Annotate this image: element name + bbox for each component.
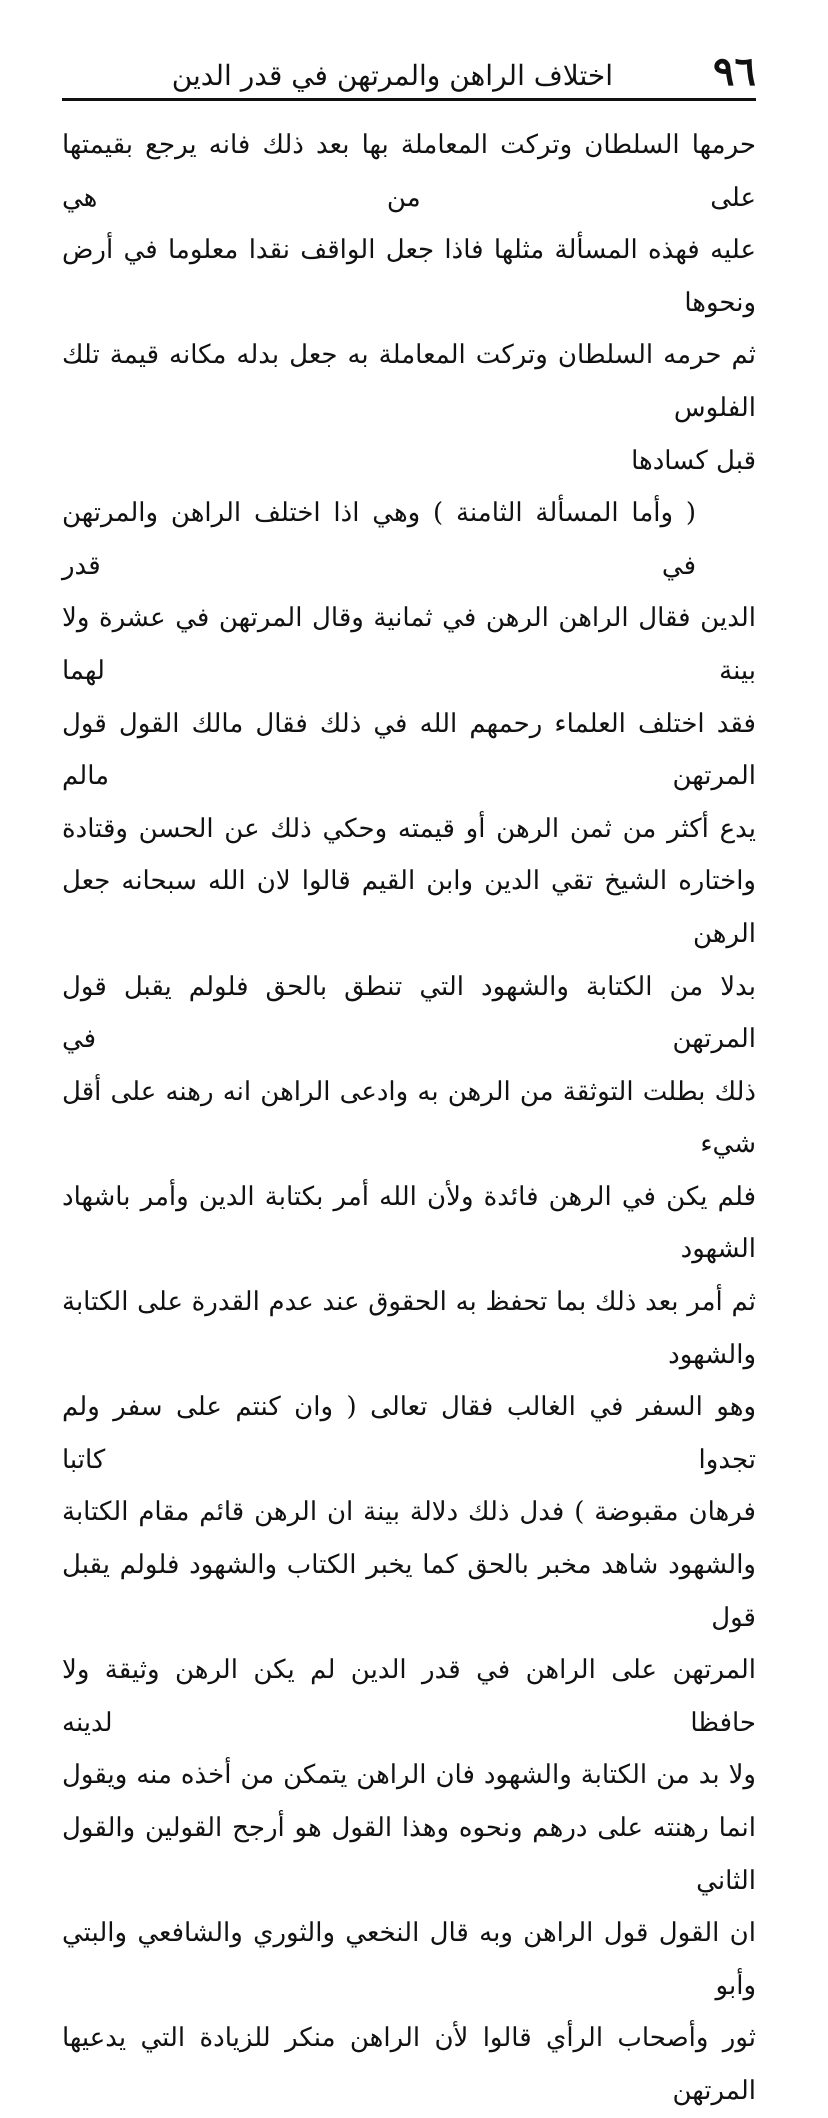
text-line: يدع أكثر من ثمن الرهن أو قيمته وحكي ذلك عن الحسن وقتادة	[62, 813, 756, 844]
text-line: ثور وأصحاب الرأي قالوا لأن الراهن منكر للزيادة التي يدعيها المرتهن	[62, 2023, 756, 2106]
text-line: والشهود شاهد مخبر بالحق كما يخبر الكتاب والشهود فلولم يقبل قول	[62, 1550, 756, 1633]
text-line: فلم يكن في الرهن فائدة ولأن الله أمر بكتابة الدين وأمر باشهاد الشهود	[62, 1181, 756, 1265]
text-line: الدين فقال الراهن الرهن في ثمانية وقال المرتهن في عشرة ولا بينة لهما	[62, 603, 756, 686]
text-line: انما رهنته على درهم ونحوه وهذا القول هو أرجح القولين والقول الثاني	[62, 1813, 756, 1896]
text-line: حرمها السلطان وتركت المعاملة بها بعد ذلك فانه يرجع بقيمتها على من هي	[62, 130, 756, 213]
header-rule	[62, 98, 756, 101]
text-line: وهو السفر في الغالب فقال تعالى ( وان كنتم على سفر ولم تجدوا كاتبا	[62, 1392, 756, 1475]
text-line: ولا بد من الكتابة والشهود فان الراهن يتمكن من أخذه منه ويقول	[62, 1760, 756, 1791]
text-line: واختاره الشيخ تقي الدين وابن القيم قالوا لان الله سبحانه جعل الرهن	[62, 866, 756, 949]
text-line: قبل كسادها	[631, 445, 756, 476]
text-line: ثم أمر بعد ذلك بما تحفظ به الحقوق عند عدم القدرة على الكتابة والشهود	[62, 1287, 756, 1370]
text-line: ( وأما المسألة الثامنة ) وهي اذا اختلف الراهن والمرتهن في قدر	[62, 498, 696, 581]
running-title: اختلاف الراهن والمرتهن في قدر الدين	[171, 59, 614, 92]
text-line: فقد اختلف العلماء رحمهم الله في ذلك فقال مالك القول قول المرتهن مالم	[62, 708, 756, 792]
text-line: فرهان مقبوضة ) فدل ذلك دلالة بينة ان الرهن قائم مقام الكتابة	[62, 1497, 756, 1528]
text-line: ذلك بطلت التوثقة من الرهن به وادعى الراهن انه رهنه على أقل شيء	[62, 1076, 756, 1160]
text-line: بدلا من الكتابة والشهود التي تنطق بالحق فلولم يقبل قول المرتهن في	[62, 971, 756, 1055]
page-number: ٩٦	[713, 48, 756, 95]
text-line: عليه فهذه المسألة مثلها فاذا جعل الواقف نقدا معلوما في أرض ونحوها	[62, 235, 756, 318]
body-text	[62, 119, 756, 2118]
text-line: ثم حرمه السلطان وتركت المعاملة به جعل بدله مكانه قيمة تلك الفلوس	[62, 340, 756, 423]
text-line: ان القول قول الراهن وبه قال النخعي والثوري والشافعي والبتي وأبو	[62, 1918, 756, 2001]
page-header	[62, 38, 756, 95]
text-line: المرتهن على الراهن في قدر الدين لم يكن الرهن وثيقة ولا حافظا لدينه	[62, 1655, 756, 1738]
